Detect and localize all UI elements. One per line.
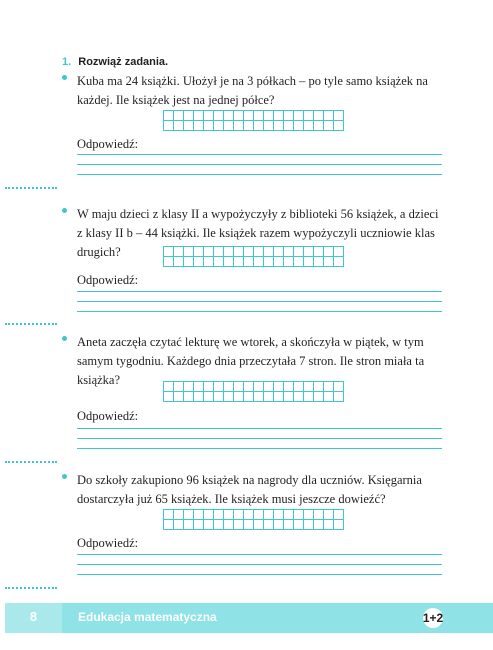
- bullet-icon: [62, 75, 67, 80]
- grid-cell[interactable]: [294, 392, 304, 402]
- separator: [5, 461, 57, 463]
- grid-cell[interactable]: [224, 510, 234, 520]
- level-badge-icon: 1+2: [423, 608, 443, 628]
- grid-cell[interactable]: [164, 392, 174, 402]
- grid-cell[interactable]: [164, 510, 174, 520]
- grid-cell[interactable]: [304, 510, 314, 520]
- grid-cell[interactable]: [244, 520, 254, 530]
- answer-line[interactable]: [77, 428, 442, 429]
- grid-cell[interactable]: [324, 257, 334, 267]
- grid-cell[interactable]: [284, 510, 294, 520]
- grid-cell[interactable]: [304, 111, 314, 121]
- grid-cell[interactable]: [244, 510, 254, 520]
- grid-cell[interactable]: [284, 247, 294, 257]
- calculation-grid[interactable]: [163, 509, 344, 530]
- grid-cell[interactable]: [324, 247, 334, 257]
- separator: [5, 587, 57, 589]
- grid-cell[interactable]: [204, 121, 214, 131]
- grid-cell[interactable]: [254, 247, 264, 257]
- grid-cell[interactable]: [184, 382, 194, 392]
- answer-line[interactable]: [77, 554, 442, 555]
- grid-cell[interactable]: [214, 247, 224, 257]
- grid-cell[interactable]: [284, 520, 294, 530]
- grid-cell[interactable]: [184, 121, 194, 131]
- grid-cell[interactable]: [304, 520, 314, 530]
- grid-cell[interactable]: [294, 257, 304, 267]
- grid-cell[interactable]: [174, 392, 184, 402]
- grid-cell[interactable]: [284, 111, 294, 121]
- grid-cell[interactable]: [204, 520, 214, 530]
- answer-line[interactable]: [77, 301, 442, 302]
- grid-cell[interactable]: [254, 121, 264, 131]
- grid-cell[interactable]: [254, 392, 264, 402]
- grid-cell[interactable]: [164, 111, 174, 121]
- grid-cell[interactable]: [324, 510, 334, 520]
- grid-cell[interactable]: [184, 520, 194, 530]
- grid-cell[interactable]: [264, 247, 274, 257]
- grid-cell[interactable]: [264, 257, 274, 267]
- grid-cell[interactable]: [334, 520, 344, 530]
- grid-cell[interactable]: [224, 382, 234, 392]
- answer-line[interactable]: [77, 291, 442, 292]
- grid-cell[interactable]: [164, 382, 174, 392]
- grid-cell[interactable]: [284, 382, 294, 392]
- grid-cell[interactable]: [334, 257, 344, 267]
- grid-cell[interactable]: [324, 121, 334, 131]
- grid-cell[interactable]: [254, 382, 264, 392]
- exercise-number: 1.: [62, 56, 72, 68]
- grid-cell[interactable]: [314, 111, 324, 121]
- grid-cell[interactable]: [214, 257, 224, 267]
- grid-cell[interactable]: [174, 121, 184, 131]
- grid-cell[interactable]: [194, 392, 204, 402]
- answer-line[interactable]: [77, 448, 442, 449]
- grid-cell[interactable]: [204, 247, 214, 257]
- grid-cell[interactable]: [254, 510, 264, 520]
- grid-cell[interactable]: [224, 392, 234, 402]
- grid-cell[interactable]: [274, 257, 284, 267]
- grid-cell[interactable]: [194, 510, 204, 520]
- grid-cell[interactable]: [234, 247, 244, 257]
- calculation-grid[interactable]: [163, 246, 344, 267]
- grid-cell[interactable]: [294, 121, 304, 131]
- grid-cell[interactable]: [314, 121, 324, 131]
- grid-cell[interactable]: [254, 520, 264, 530]
- grid-cell[interactable]: [324, 382, 334, 392]
- grid-cell[interactable]: [224, 121, 234, 131]
- grid-cell[interactable]: [184, 247, 194, 257]
- grid-cell[interactable]: [334, 382, 344, 392]
- grid-cell[interactable]: [214, 121, 224, 131]
- grid-cell[interactable]: [234, 257, 244, 267]
- grid-cell[interactable]: [174, 111, 184, 121]
- grid-cell[interactable]: [294, 111, 304, 121]
- grid-cell[interactable]: [204, 382, 214, 392]
- grid-cell[interactable]: [214, 111, 224, 121]
- grid-cell[interactable]: [164, 257, 174, 267]
- grid-cell[interactable]: [334, 121, 344, 131]
- grid-cell[interactable]: [234, 520, 244, 530]
- grid-cell[interactable]: [294, 520, 304, 530]
- grid-cell[interactable]: [194, 257, 204, 267]
- grid-cell[interactable]: [274, 392, 284, 402]
- grid-cell[interactable]: [314, 510, 324, 520]
- grid-cell[interactable]: [274, 520, 284, 530]
- grid-cell[interactable]: [194, 382, 204, 392]
- grid-cell[interactable]: [314, 392, 324, 402]
- answer-label: Odpowiedź:: [77, 273, 139, 287]
- grid-cell[interactable]: [304, 121, 314, 131]
- page-number: 8: [29, 609, 38, 624]
- page-footer: [5, 603, 493, 633]
- answer-line[interactable]: [77, 564, 442, 565]
- grid-cell[interactable]: [314, 247, 324, 257]
- grid-cell[interactable]: [264, 520, 274, 530]
- grid-cell[interactable]: [184, 392, 194, 402]
- grid-cell[interactable]: [214, 520, 224, 530]
- task-text: Kuba ma 24 książki. Ułożył je na 3 półkach – po tyle samo książek na każdej. Ile książek jest na jednej półce?: [77, 74, 428, 107]
- grid-cell[interactable]: [264, 392, 274, 402]
- grid-cell[interactable]: [224, 257, 234, 267]
- grid-cell[interactable]: [334, 247, 344, 257]
- grid-cell[interactable]: [294, 247, 304, 257]
- separator: [5, 323, 57, 325]
- grid-cell[interactable]: [204, 111, 214, 121]
- grid-cell[interactable]: [174, 510, 184, 520]
- grid-cell[interactable]: [264, 510, 274, 520]
- grid-cell[interactable]: [294, 382, 304, 392]
- grid-cell[interactable]: [164, 121, 174, 131]
- grid-cell[interactable]: [194, 520, 204, 530]
- answer-line[interactable]: [77, 438, 442, 439]
- grid-cell[interactable]: [244, 121, 254, 131]
- separator: [5, 187, 57, 189]
- grid-cell[interactable]: [254, 111, 264, 121]
- grid-cell[interactable]: [244, 257, 254, 267]
- grid-cell[interactable]: [234, 392, 244, 402]
- grid-cell[interactable]: [174, 257, 184, 267]
- grid-cell[interactable]: [274, 121, 284, 131]
- task-text: W maju dzieci z klasy II a wypożyczyły z biblioteki 56 książek, a dzieci z klasy II b – 44 książki. Ile książek razem wypożyczyli uczniowie klas drugich?: [77, 207, 439, 259]
- grid-cell[interactable]: [204, 257, 214, 267]
- answer-label: Odpowiedź:: [77, 137, 139, 151]
- bullet-icon: [62, 474, 67, 479]
- grid-cell[interactable]: [234, 382, 244, 392]
- bullet-icon: [62, 336, 67, 341]
- grid-cell[interactable]: [274, 111, 284, 121]
- grid-cell[interactable]: [314, 382, 324, 392]
- grid-cell[interactable]: [174, 382, 184, 392]
- task-text: Aneta zaczęła czytać lekturę we wtorek, a skończyła w piątek, w tym samym tygodniu. Każdego dnia przeczytała 7 stron. Ile stron miała ta książka?: [77, 335, 425, 387]
- grid-cell[interactable]: [204, 392, 214, 402]
- answer-label: Odpowiedź:: [77, 536, 139, 550]
- grid-cell[interactable]: [244, 392, 254, 402]
- grid-cell[interactable]: [284, 257, 294, 267]
- answer-line[interactable]: [77, 311, 442, 312]
- grid-cell[interactable]: [284, 121, 294, 131]
- grid-cell[interactable]: [194, 121, 204, 131]
- calculation-grid[interactable]: [163, 381, 344, 402]
- grid-cell[interactable]: [304, 247, 314, 257]
- grid-cell[interactable]: [334, 392, 344, 402]
- grid-cell[interactable]: [304, 257, 314, 267]
- grid-cell[interactable]: [224, 111, 234, 121]
- calculation-grid[interactable]: [163, 110, 344, 131]
- grid-cell[interactable]: [304, 392, 314, 402]
- task-4: [62, 471, 447, 509]
- grid-cell[interactable]: [214, 382, 224, 392]
- section-title: Edukacja matematyczna: [78, 610, 217, 624]
- grid-cell[interactable]: [224, 520, 234, 530]
- grid-cell[interactable]: [284, 392, 294, 402]
- grid-cell[interactable]: [264, 121, 274, 131]
- grid-cell[interactable]: [224, 247, 234, 257]
- grid-cell[interactable]: [294, 510, 304, 520]
- grid-cell[interactable]: [174, 247, 184, 257]
- answer-line[interactable]: [77, 174, 442, 175]
- grid-cell[interactable]: [244, 111, 254, 121]
- grid-cell[interactable]: [204, 510, 214, 520]
- grid-cell[interactable]: [164, 520, 174, 530]
- answer-line[interactable]: [77, 164, 442, 165]
- exercise-header: [62, 56, 168, 68]
- task-text: Do szkoły zakupiono 96 książek na nagrody dla uczniów. Księgarnia dostarczyła już 65 książek. Ile książek musi jeszcze dowieźć?: [77, 473, 422, 506]
- grid-cell[interactable]: [234, 510, 244, 520]
- grid-cell[interactable]: [314, 520, 324, 530]
- answer-line[interactable]: [77, 154, 442, 155]
- grid-cell[interactable]: [304, 382, 314, 392]
- grid-cell[interactable]: [184, 111, 194, 121]
- grid-cell[interactable]: [274, 382, 284, 392]
- grid-cell[interactable]: [214, 510, 224, 520]
- grid-cell[interactable]: [334, 111, 344, 121]
- grid-cell[interactable]: [184, 257, 194, 267]
- grid-cell[interactable]: [324, 111, 334, 121]
- grid-cell[interactable]: [264, 111, 274, 121]
- grid-cell[interactable]: [324, 392, 334, 402]
- answer-line[interactable]: [77, 574, 442, 575]
- grid-cell[interactable]: [334, 510, 344, 520]
- exercise-title: Rozwiąż zadania.: [78, 56, 169, 68]
- grid-cell[interactable]: [234, 111, 244, 121]
- grid-cell[interactable]: [244, 247, 254, 257]
- answer-label: Odpowiedź:: [77, 409, 139, 423]
- bullet-icon: [62, 208, 67, 213]
- grid-cell[interactable]: [274, 510, 284, 520]
- grid-cell[interactable]: [314, 257, 324, 267]
- grid-cell[interactable]: [234, 121, 244, 131]
- grid-cell[interactable]: [214, 392, 224, 402]
- grid-cell[interactable]: [164, 247, 174, 257]
- grid-cell[interactable]: [174, 520, 184, 530]
- grid-cell[interactable]: [184, 510, 194, 520]
- grid-cell[interactable]: [194, 111, 204, 121]
- grid-cell[interactable]: [244, 382, 254, 392]
- grid-cell[interactable]: [264, 382, 274, 392]
- grid-cell[interactable]: [194, 247, 204, 257]
- task-1: [62, 72, 447, 110]
- grid-cell[interactable]: [324, 520, 334, 530]
- grid-cell[interactable]: [254, 257, 264, 267]
- grid-cell[interactable]: [274, 247, 284, 257]
